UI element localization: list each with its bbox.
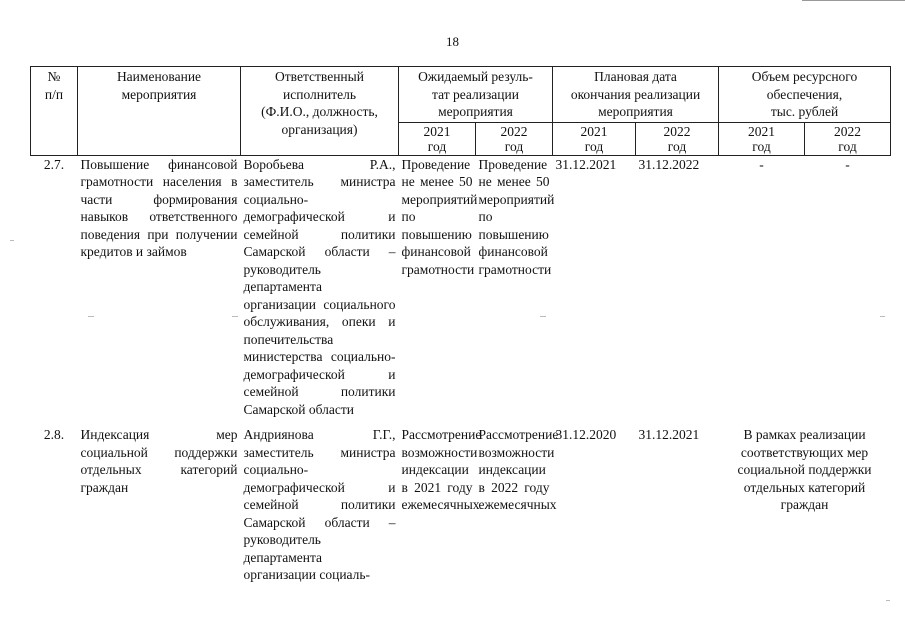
header-expected-result: Ожидаемый резуль- тат реализации мероприятия [399, 67, 553, 123]
expected-result-2022: Рассмотрение возможности индексации в 2022 году ежемесячных [478, 427, 559, 512]
header-result-2022: 2022 год [476, 122, 553, 155]
measure-name: Повышение финансовой грамотности населения в части формирования навыков ответственного поведения при получении кредитов и займов [80, 156, 238, 259]
scan-mark [540, 316, 546, 317]
header-date-2022: 2022 год [636, 122, 719, 155]
header-resource-volume: Объем ресурсного обеспечения, тыс. рублей [719, 67, 891, 123]
volume-2022: - [845, 156, 850, 172]
planned-date-2022: 31.12.2022 [638, 156, 700, 172]
volume-merged: В рамках реализации соответствующих мер социальной поддержки отдельных категорий граждан [737, 427, 872, 512]
planned-date-2022: 31.12.2021 [638, 427, 700, 442]
row-number: 2.7. [43, 156, 65, 172]
scan-mark [886, 600, 890, 601]
page-number: 18 [446, 34, 459, 49]
header-planned-date: Плановая дата окончания реализации мероприятия [553, 67, 719, 123]
planned-date-2021: 31.12.2021 [555, 156, 617, 172]
expected-result-2021: Рассмотрение возможности индексации в 2021 году ежемесячных [401, 427, 482, 512]
header-responsible: Ответственный исполнитель (Ф.И.О., должность, организация) [241, 67, 399, 156]
measures-table [30, 66, 891, 584]
scan-mark [880, 316, 885, 317]
expected-result-2022: Проведение не менее 50 мероприятий по повышению финансовой грамотности [478, 156, 555, 277]
scan-mark [10, 240, 14, 241]
responsible-person: Андриянова Г.Г., заместитель министра социально-демографической и семейной политики Самарской области – руководитель департамента организации социаль- [243, 427, 396, 582]
measure-name: Индексация мер социальной поддержки отдельных категорий граждан [80, 427, 238, 495]
scan-mark [88, 316, 94, 317]
header-date-2021: 2021 год [553, 122, 636, 155]
top-edge-line [802, 0, 905, 1]
header-name: Наименование мероприятия [78, 67, 241, 156]
header-volume-2022: 2022 год [805, 122, 891, 155]
planned-date-2021: 31.12.2020 [555, 427, 617, 442]
expected-result-2021: Проведение не менее 50 мероприятий по повышению финансовой грамотности [401, 156, 478, 277]
header-result-2021: 2021 год [399, 122, 476, 155]
volume-2021: - [759, 156, 764, 172]
table-row [31, 418, 891, 584]
table-row [31, 155, 891, 418]
responsible-person: Воробьева Р.А., заместитель министра социально-демографической и семейной политики Самарской области – руководитель департамента организации социального обслуживания, опеки и попечительства министерства социально-демографической и семейной политики Самарской области [243, 156, 396, 417]
scan-mark [232, 316, 238, 317]
header-volume-2021: 2021 год [719, 122, 805, 155]
header-num: № п/п [31, 67, 78, 156]
row-number: 2.8. [43, 427, 65, 442]
